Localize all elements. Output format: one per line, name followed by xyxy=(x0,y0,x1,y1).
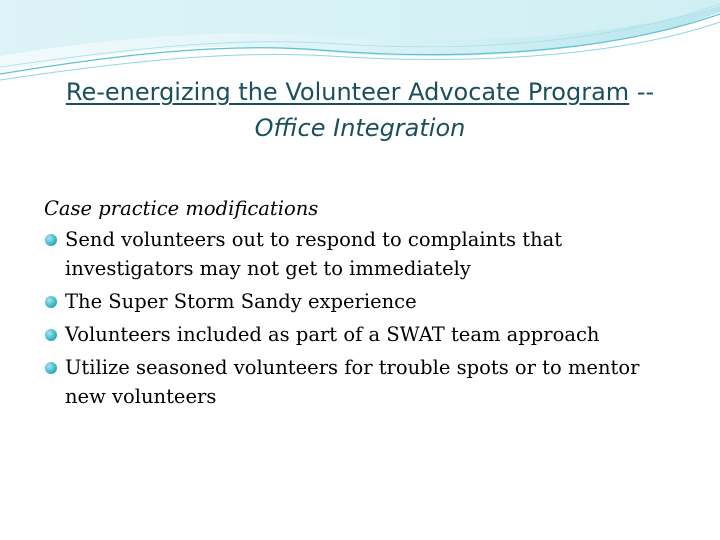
bullet-text: Send volunteers out to respond to complaints that investigators may not get to immediately xyxy=(65,228,563,280)
bullet-icon xyxy=(45,362,57,374)
bullet-item xyxy=(44,225,684,283)
title-line-2: Office Integration xyxy=(254,114,466,142)
bullet-item xyxy=(44,287,684,316)
bullet-text: The Super Storm Sandy experience xyxy=(65,290,417,313)
bullet-icon xyxy=(45,329,57,341)
bullet-list xyxy=(44,225,684,411)
subheading: Case practice modifications xyxy=(44,197,319,220)
title-line-1 xyxy=(0,74,720,110)
bullet-icon xyxy=(45,234,57,246)
bullet-text: Volunteers included as part of a SWAT team approach xyxy=(65,323,600,346)
title-underlined-text: Re-energizing the Volunteer Advocate Program xyxy=(65,78,630,106)
bullet-icon xyxy=(45,296,57,308)
bullet-item xyxy=(44,320,684,349)
slide-title xyxy=(0,74,720,146)
slide-content xyxy=(44,194,684,415)
bullet-text: Utilize seasoned volunteers for trouble spots or to mentor new volunteers xyxy=(65,356,640,408)
bullet-item xyxy=(44,353,684,411)
title-suffix: -- xyxy=(629,78,655,106)
